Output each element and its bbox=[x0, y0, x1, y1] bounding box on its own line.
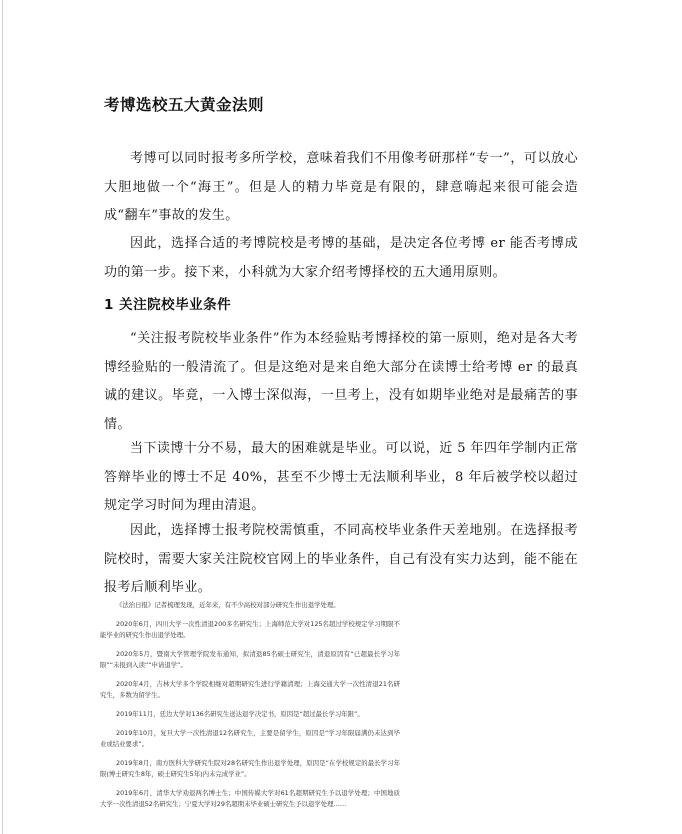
news-line: 2019年8月，南方医科大学研究生院对28名研究生作出退学处理，原因是“在学校规定的最长学习年限(博士研究生8年，硕士研究生5年)内未完成学业”。 bbox=[100, 759, 400, 778]
news-line: 2020年4月，吉林大学多个学院相继对超期研究生进行学籍清理；上海交通大学一次性清退21名研究生，多数为留学生。 bbox=[100, 680, 400, 699]
page-edge bbox=[2, 0, 3, 834]
news-line: 2019年10月，复旦大学一次性清退12名研究生，主要是留学生，原因是“学习年限届满仍未达到毕业或结业要求”。 bbox=[100, 729, 400, 748]
paragraph-section1-2: 当下读博十分不易，最大的困难就是毕业。可以说，近 5 年四年学制内正常答辩毕业的博士不足 40%，甚至不少博士无法顺利毕业，8 年后被学校以超过规定学习时间为理由清退。 bbox=[104, 441, 578, 513]
news-line: 《法治日报》记者梳理发现，近年来，有不少高校对部分研究生作出退学处理。 bbox=[116, 601, 340, 609]
article-title: 考博选校五大黄金法则 bbox=[104, 96, 265, 114]
paragraph-intro-2: 因此，选择合适的考博院校是考博的基础，是决定各位考博 er 能否考博成功的第一步。接下来，小科就为大家介绍考博择校的五大通用原则。 bbox=[104, 236, 578, 280]
paragraph-section1-3: 因此，选择博士报考院校需慎重，不同高校毕业条件天差地别。在选择报考院校时，需要大家关注院校官网上的毕业条件，自己有没有实力达到，能不能在报考后顺利毕业。 bbox=[104, 523, 578, 595]
news-line: 2019年6月，清华大学劝退两名博士生；中国传媒大学对61名超期研究生予以退学处理；中国地质大学一次性清退52名研究生；宁夏大学对29名超期未毕业硕士研究生予以退学处理…… bbox=[100, 789, 400, 808]
news-line: 2020年6月，四川大学一次性清退200多名研究生；上海师范大学对125名超过学校规定学习期限不能毕业的研究生作出退学处理。 bbox=[100, 620, 400, 639]
news-line: 2020年5月，暨南大学管理学院发布通知，拟清退85名硕士研究生，清退原因有“已超最长学习年限”“未报到入读”“申请退学”。 bbox=[100, 650, 400, 669]
news-screenshot-image bbox=[100, 600, 400, 834]
section-heading-1: 1 关注院校毕业条件 bbox=[104, 297, 232, 313]
paragraph-intro: 考博可以同时报考多所学校，意味着我们不用像考研那样“专一”，可以放心大胆地做一个“海王”。但是人的精力毕竟是有限的，肆意嗨起来很可能会造成“翻车”事故的发生。 bbox=[104, 151, 578, 223]
news-line: 2019年11月，廷边大学对136名研究生送达退学决定书，原因是“超过最长学习年限”。 bbox=[116, 710, 364, 718]
paragraph-section1-1: “关注报考院校毕业条件”作为本经验贴考博择校的第一原则，绝对是各大考博经验贴的一般清流了。但是这绝对是来自绝大部分在读博士给考博 er 的最真诚的建议。毕竟，一入博士深似海，一旦考上，没有如期毕业绝对是最痛苦的事情。 bbox=[104, 331, 578, 432]
